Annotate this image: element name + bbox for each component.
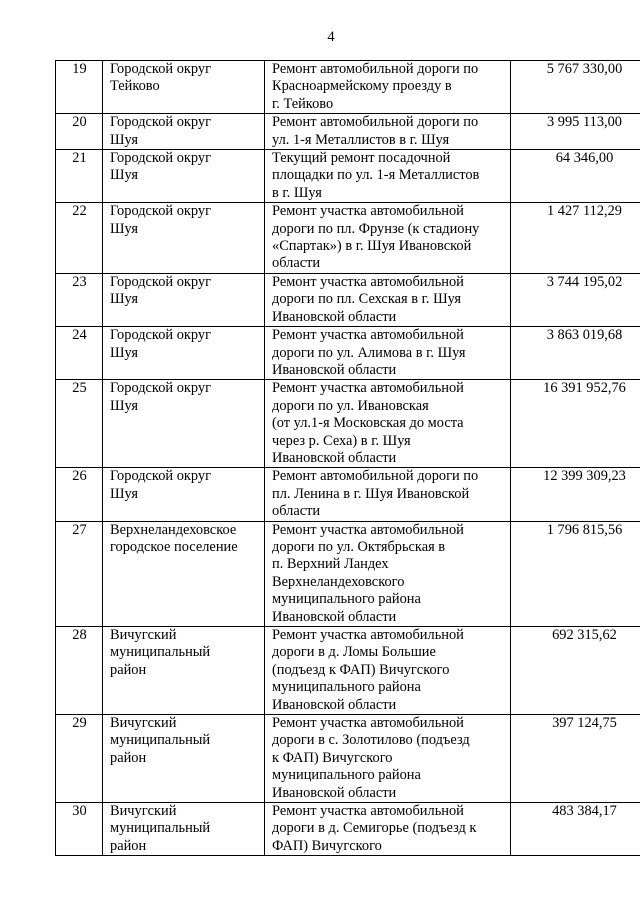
table-row	[56, 468, 640, 521]
description-cell	[265, 114, 511, 150]
description-line: (подъезд к ФАП) Вичугского	[272, 661, 450, 678]
description-line: в г. Шуя	[272, 184, 322, 201]
municipality-cell	[103, 468, 265, 521]
description-line: Ивановской области	[272, 696, 397, 713]
description-line: через р. Сеха) в г. Шуя	[272, 432, 411, 449]
municipality-line: Городской округ	[110, 114, 211, 131]
description-line: «Спартак») в г. Шуя Ивановской	[272, 238, 472, 255]
municipality-line: район	[110, 749, 147, 766]
row-number-cell: 22	[56, 203, 103, 274]
description-line: дороги по пл. Фрунзе (к стадиону	[272, 220, 480, 237]
description-line: дороги по пл. Сехская в г. Шуя	[272, 291, 462, 308]
municipality-cell	[103, 150, 265, 203]
municipality-line: Шуя	[110, 344, 138, 361]
amount-cell: 397 124,75	[511, 715, 640, 803]
municipality-line: Шуя	[110, 167, 138, 184]
municipality-cell	[103, 273, 265, 326]
amount-cell: 16 391 952,76	[511, 380, 640, 468]
description-cell	[265, 273, 511, 326]
description-line: Ивановской области	[272, 784, 397, 801]
table-row	[56, 61, 640, 114]
municipality-cell	[103, 521, 265, 626]
description-line: Ремонт участка автомобильной	[272, 803, 464, 820]
table-row	[56, 114, 640, 150]
table-row	[56, 150, 640, 203]
description-line: дороги по ул. Алимова в г. Шуя	[272, 344, 466, 361]
municipality-line: Вичугский	[110, 803, 177, 820]
row-number-cell: 20	[56, 114, 103, 150]
description-line: к ФАП) Вичугского	[272, 749, 393, 766]
row-number-cell: 29	[56, 715, 103, 803]
municipality-cell	[103, 803, 265, 856]
description-line: ул. 1-я Металлистов в г. Шуя	[272, 131, 450, 148]
description-cell	[265, 327, 511, 380]
description-line: Ремонт участка автомобильной	[272, 273, 464, 290]
description-line: Ремонт участка автомобильной	[272, 327, 464, 344]
municipality-line: Вичугский	[110, 715, 177, 732]
description-line: ФАП) Вичугского	[272, 837, 382, 854]
municipality-cell	[103, 203, 265, 274]
description-line: муниципального района	[272, 679, 421, 696]
description-cell	[265, 521, 511, 626]
amount-cell: 1 796 815,56	[511, 521, 640, 626]
amount-cell: 5 767 330,00	[511, 61, 640, 114]
municipality-line: Шуя	[110, 220, 138, 237]
table-row	[56, 273, 640, 326]
amount-cell: 483 384,17	[511, 803, 640, 856]
municipality-line: Шуя	[110, 485, 138, 502]
description-line: Текущий ремонт посадочной	[272, 150, 451, 167]
description-line: муниципального района	[272, 767, 421, 784]
amount-cell: 3 995 113,00	[511, 114, 640, 150]
municipality-line: Шуя	[110, 131, 138, 148]
table-row	[56, 803, 640, 856]
municipality-line: Городской округ	[110, 203, 211, 220]
municipality-line: Шуя	[110, 291, 138, 308]
row-number-cell: 21	[56, 150, 103, 203]
description-cell	[265, 715, 511, 803]
description-cell	[265, 803, 511, 856]
amount-cell: 692 315,62	[511, 627, 640, 715]
description-line: муниципального района	[272, 591, 421, 608]
row-number-cell: 24	[56, 327, 103, 380]
page-number: 4	[327, 29, 335, 45]
row-number-cell: 27	[56, 521, 103, 626]
municipality-cell	[103, 627, 265, 715]
description-cell	[265, 203, 511, 274]
municipality-line: муниципальный	[110, 732, 211, 749]
municipality-line: Городской округ	[110, 327, 211, 344]
municipality-cell	[103, 61, 265, 114]
amount-cell: 3 863 019,68	[511, 327, 640, 380]
table-row	[56, 521, 640, 626]
municipality-line: Вичугский	[110, 627, 177, 643]
table-row	[56, 380, 640, 468]
municipality-cell	[103, 380, 265, 468]
amount-cell: 64 346,00	[511, 150, 640, 203]
description-line: Ивановской области	[272, 308, 397, 325]
municipality-line: Городской округ	[110, 150, 211, 167]
description-line: Ивановской области	[272, 449, 397, 466]
municipality-line: Верхнеландеховское	[110, 521, 237, 538]
description-line: дороги по ул. Ивановская	[272, 397, 429, 414]
municipality-line: район	[110, 837, 147, 854]
description-line: Красноармейскому проезду в	[272, 78, 452, 95]
description-cell	[265, 468, 511, 521]
description-line: Ремонт участка автомобильной	[272, 521, 464, 538]
description-cell	[265, 150, 511, 203]
municipality-line: Городской округ	[110, 468, 211, 485]
table-body	[56, 61, 640, 856]
table-row	[56, 715, 640, 803]
description-line: Ивановской области	[272, 608, 397, 625]
description-line: площадки по ул. 1-я Металлистов	[272, 167, 480, 184]
description-line: дороги по ул. Октябрьская в	[272, 538, 446, 555]
description-line: дороги в д. Ломы Большие	[272, 644, 436, 661]
row-number-cell: 30	[56, 803, 103, 856]
municipality-cell	[103, 327, 265, 380]
funding-table	[55, 60, 640, 856]
description-line: Ремонт автомобильной дороги по	[272, 61, 479, 77]
municipality-cell	[103, 715, 265, 803]
table-row	[56, 203, 640, 274]
municipality-line: муниципальный	[110, 644, 211, 661]
description-line: Верхнеландеховского	[272, 573, 405, 590]
description-line: дороги в д. Семигорье (подъезд к	[272, 820, 477, 837]
row-number-cell: 26	[56, 468, 103, 521]
table-row	[56, 327, 640, 380]
municipality-line: Тейково	[110, 78, 160, 95]
description-line: Ремонт участка автомобильной	[272, 627, 464, 643]
municipality-line: городское поселение	[110, 538, 238, 555]
table-row	[56, 627, 640, 715]
description-line: Ивановской области	[272, 361, 397, 378]
amount-cell: 1 427 112,29	[511, 203, 640, 274]
description-line: дороги в с. Золотилово (подъезд	[272, 732, 470, 749]
row-number-cell: 28	[56, 627, 103, 715]
municipality-line: Городской округ	[110, 273, 211, 290]
description-cell	[265, 627, 511, 715]
description-line: Ремонт участка автомобильной	[272, 380, 464, 397]
row-number-cell: 23	[56, 273, 103, 326]
row-number-cell: 19	[56, 61, 103, 114]
description-line: области	[272, 503, 321, 520]
description-line: Ремонт автомобильной дороги по	[272, 468, 479, 485]
municipality-line: муниципальный	[110, 820, 211, 837]
description-line: (от ул.1-я Московская до моста	[272, 415, 464, 432]
amount-cell: 3 744 195,02	[511, 273, 640, 326]
description-cell	[265, 380, 511, 468]
description-line: Ремонт участка автомобильной	[272, 203, 464, 220]
description-line: Ремонт участка автомобильной	[272, 715, 464, 732]
municipality-cell	[103, 114, 265, 150]
description-line: области	[272, 255, 321, 272]
description-line: п. Верхний Ландех	[272, 556, 389, 573]
municipality-line: Городской округ	[110, 61, 211, 77]
description-line: г. Тейково	[272, 95, 334, 112]
description-line: Ремонт автомобильной дороги по	[272, 114, 479, 131]
municipality-line: Городской округ	[110, 380, 211, 397]
amount-cell: 12 399 309,23	[511, 468, 640, 521]
row-number-cell: 25	[56, 380, 103, 468]
municipality-line: Шуя	[110, 397, 138, 414]
description-line: пл. Ленина в г. Шуя Ивановской	[272, 485, 470, 502]
description-cell	[265, 61, 511, 114]
municipality-line: район	[110, 661, 147, 678]
